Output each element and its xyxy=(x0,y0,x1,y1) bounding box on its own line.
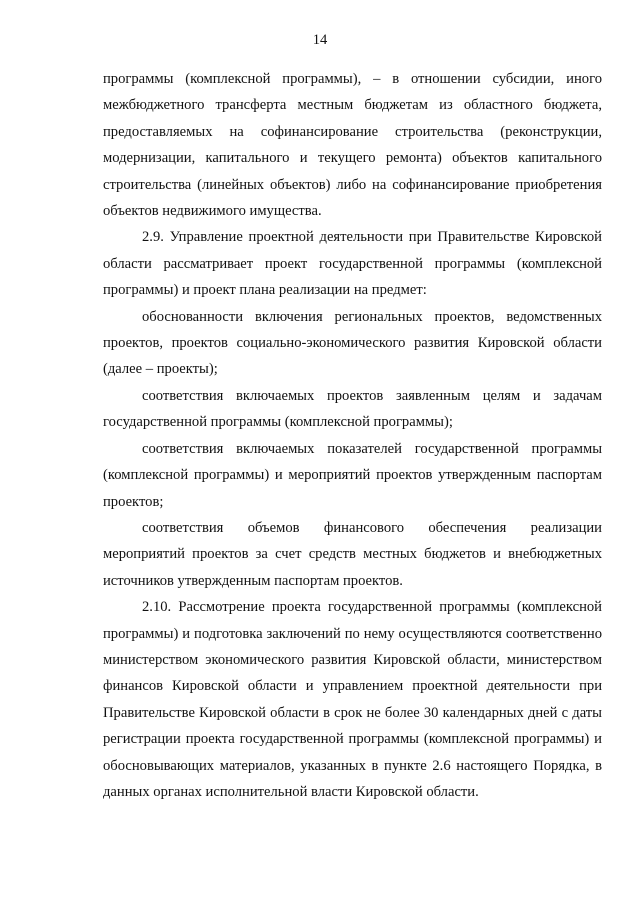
document-body xyxy=(103,66,602,805)
page-number: 14 xyxy=(312,32,328,48)
paragraph-clause-2-10: 2.10. Рассмотрение проекта государственной программы (комплексной программы) и подготовка заключений по нему осуществляются соответственно министерством экономического развития Кировской области, министерством финансов Кировской области и управлением проектной деятельности при Правительстве Кировской области в срок не более 30 календарных дней с даты регистрации проекта государственной программы (комплексной программы) и обосновывающих материалов, указанных в пункте 2.6 настоящего Порядка, в данных органах исполнительной власти Кировской области. xyxy=(103,599,602,800)
list-item-justification: обоснованности включения региональных проектов, ведомственных проектов, проектов социально-экономического развития Кировской области (далее – проекты); xyxy=(103,308,602,378)
list-item-indicators: соответствия включаемых показателей государственной программы (комплексной программы) и мероприятий проектов утвержденным паспортам проектов; xyxy=(103,440,602,510)
list-item-goals: соответствия включаемых проектов заявленным целям и задачам государственной программы (комплексной программы); xyxy=(103,387,602,431)
paragraph-clause-2-9: 2.9. Управление проектной деятельности при Правительстве Кировской области рассматривает проект государственной программы (комплексной программы) и проект плана реализации на предмет: xyxy=(103,229,602,299)
paragraph-continuation: программы (комплексной программы), – в отношении субсидии, иного межбюджетного трансферта местным бюджетам из областного бюджета, предоставляемых на софинансирование строительства (реконструкции, модернизации, капитального и текущего ремонта) объектов капитального строительства (линейных объектов) либо на софинансирование приобретения объектов недвижимого имущества. xyxy=(103,71,602,220)
list-item-financing: соответствия объемов финансового обеспечения реализации мероприятий проектов за счет средств местных бюджетов и внебюджетных источников утвержденным паспортам проектов. xyxy=(103,519,602,589)
